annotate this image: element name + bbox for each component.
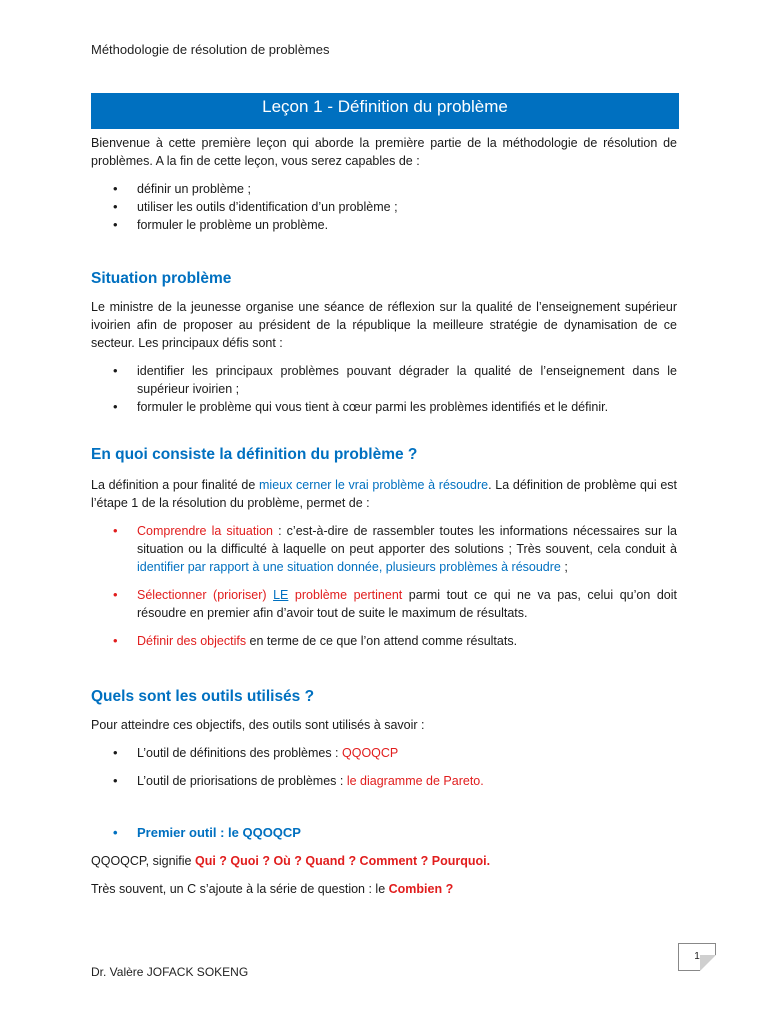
tools-list bbox=[91, 744, 677, 790]
tool1-text: L’outil de définitions des problèmes : bbox=[137, 746, 342, 760]
identify-highlight: identifier par rapport à une situation donnée, plusieurs problèmes à résoudre bbox=[137, 560, 561, 574]
page-number: 1 bbox=[694, 951, 700, 962]
le-emphasis: LE bbox=[273, 588, 289, 602]
running-header: Méthodologie de résolution de problèmes bbox=[91, 42, 330, 57]
list-item: • identifier les principaux problèmes pouvant dégrader la qualité de l’enseignement dans le supérieur ivoirien ; bbox=[91, 362, 677, 398]
understand-end: ; bbox=[560, 560, 568, 574]
combien-text: Très souvent, un C s’ajoute à la série de question : le bbox=[91, 882, 389, 896]
list-item: • formuler le problème qui vous tient à cœur parmi les problèmes identifiés et le définir. bbox=[91, 398, 677, 416]
tools-intro: Pour atteindre ces objectifs, des outils sont utilisés à savoir : bbox=[91, 718, 425, 732]
definition-text-start: La définition a pour finalité de bbox=[91, 478, 260, 492]
definition-heading: En quoi consiste la définition du problème ? bbox=[91, 446, 418, 463]
combien-note bbox=[91, 880, 677, 898]
definition-text-end: . La définition de problème qui est l’étape 1 de la résolution du problème, permet de : bbox=[91, 478, 677, 510]
lesson-content bbox=[91, 134, 677, 898]
author-footer: Dr. Valère JOFACK SOKENG bbox=[91, 965, 249, 979]
lesson-title: Leçon 1 - Définition du problème bbox=[262, 97, 508, 116]
combien-highlight: Combien ? bbox=[388, 882, 454, 896]
tool2-text: L’outil de priorisations de problèmes : bbox=[137, 774, 347, 788]
situation-paragraph: Le ministre de la jeunesse organise une séance de réflexion sur la qualité de l’enseignement supérieur ivoirien afin de proposer au président de la république la meilleure stratégie de dynamisation de ce secteur. Les principaux défis sont : bbox=[91, 300, 677, 350]
list-item bbox=[91, 586, 677, 622]
qqoqcp-highlight: QQOQCP bbox=[342, 746, 399, 760]
select-label: Sélectionner (prioriser) bbox=[137, 588, 274, 602]
qqoqcp-meaning bbox=[91, 852, 677, 870]
questions-highlight: Qui ? Quoi ? Où ? Quand ? Comment ? Pourquoi. bbox=[194, 854, 491, 868]
page-number-box bbox=[678, 943, 716, 971]
qqoqcp-meaning-text: QQOQCP, signifie bbox=[91, 854, 195, 868]
list-item bbox=[91, 632, 677, 650]
list-item: • définir un problème ; bbox=[91, 180, 677, 198]
understand-text: : c’est-à-dire de rassembler toutes les informations nécessaires sur la situation ou la difficulté à laquelle on peut apporter des solutions ; Très souvent, cela conduit à bbox=[137, 524, 677, 556]
definition-highlight: mieux cerner le vrai problème à résoudre bbox=[259, 478, 489, 492]
first-tool-list bbox=[91, 824, 677, 842]
first-tool-heading: • Premier outil : le QQOQCP bbox=[91, 824, 677, 842]
objectives-label: Définir des objectifs bbox=[137, 634, 247, 648]
select-text: parmi tout ce qui ne va pas, celui qu’on doit résoudre en premier afin d’avoir tout de suite le maximum de résultats. bbox=[137, 588, 677, 620]
tools-heading: Quels sont les outils utilisés ? bbox=[91, 688, 315, 705]
relevant-label: problème pertinent bbox=[288, 588, 403, 602]
list-item bbox=[91, 522, 677, 576]
lesson-title-bar bbox=[91, 93, 679, 129]
understand-label: Comprendre la situation bbox=[137, 524, 273, 538]
definition-paragraph bbox=[91, 476, 677, 512]
pareto-highlight: le diagramme de Pareto bbox=[346, 774, 481, 788]
definition-list bbox=[91, 522, 677, 650]
list-item: • utiliser les outils d’identification d’un problème ; bbox=[91, 198, 677, 216]
situation-heading: Situation problème bbox=[91, 270, 232, 287]
intro-paragraph: Bienvenue à cette première leçon qui aborde la première partie de la méthodologie de résolution de problèmes. A la fin de cette leçon, vous serez capables de : bbox=[91, 136, 677, 168]
challenges-list bbox=[91, 362, 677, 416]
list-item bbox=[91, 772, 677, 790]
tool2-end: . bbox=[480, 774, 484, 788]
objectives-text: en terme de ce que l’on attend comme résultats. bbox=[246, 634, 518, 648]
list-item: • formuler le problème un problème. bbox=[91, 216, 677, 234]
list-item bbox=[91, 744, 677, 762]
objectives-list bbox=[91, 180, 677, 234]
